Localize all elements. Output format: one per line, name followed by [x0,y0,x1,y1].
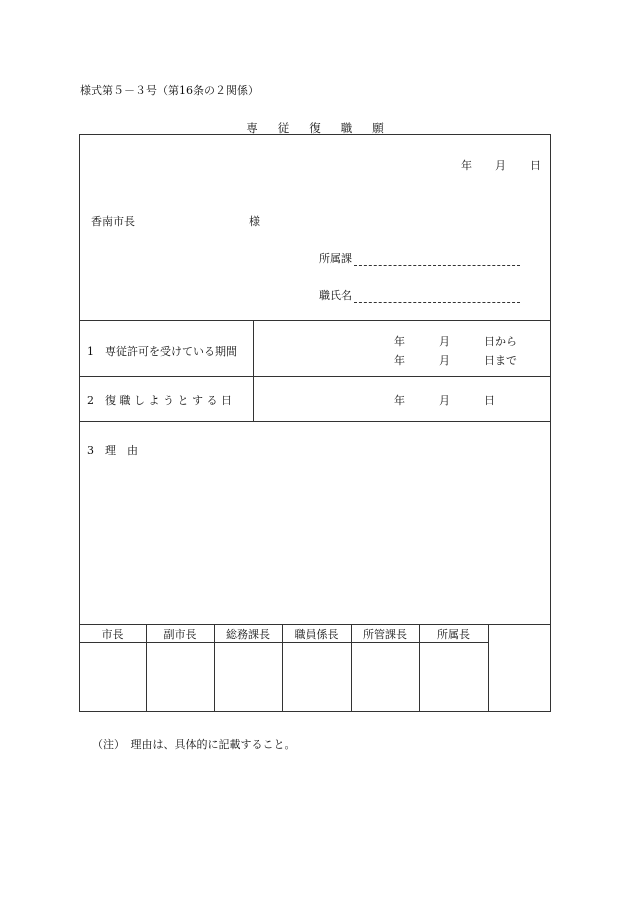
period-from-month: 月 [439,335,450,348]
item3-label: 3 理 由 [87,444,138,457]
approval-header: 所管課長 [363,628,407,641]
request-date-day: 日 [530,159,541,172]
approval-header: 職員係長 [294,628,339,641]
divider [253,320,254,421]
department-input-line[interactable] [354,264,520,266]
divider [79,642,488,643]
document-title: 専従復職願 [246,121,404,135]
addressee: 香南市長 [91,215,135,228]
reason-text-area[interactable] [90,462,540,612]
return-date-year: 年 [394,394,405,407]
return-date-day: 日 [484,394,495,407]
approval-header: 市長 [101,628,124,641]
item1-label: 1 専従許可を受けている期間 [87,345,237,358]
period-to-month: 月 [439,354,450,367]
period-to-year: 年 [394,354,405,367]
department-label: 所属課 [319,252,352,265]
divider [79,320,551,321]
position-name-field[interactable] [319,287,520,303]
return-date-month: 月 [439,394,450,407]
divider [79,376,551,377]
footnote: （注） 理由は、具体的に記載すること。 [92,738,296,751]
position-name-input-line[interactable] [354,301,520,303]
form-id: 様式第５－３号（第16条の２関係） [80,84,259,97]
period-to-day: 日まで [484,354,517,367]
honorific: 様 [249,215,260,228]
approval-header: 総務課長 [226,628,270,641]
period-from-year: 年 [394,335,405,348]
department-field[interactable] [319,250,520,266]
item2-label: 2 復 職 し よ う と す る 日 [87,394,232,407]
divider [79,624,551,625]
approval-header: 副市長 [163,628,197,641]
period-from-day: 日から [484,335,517,348]
request-date-month: 月 [495,159,506,172]
divider [488,624,489,712]
request-date-year: 年 [461,159,472,172]
approval-header: 所属長 [437,628,470,641]
position-name-label: 職氏名 [319,289,352,302]
divider [79,421,551,422]
